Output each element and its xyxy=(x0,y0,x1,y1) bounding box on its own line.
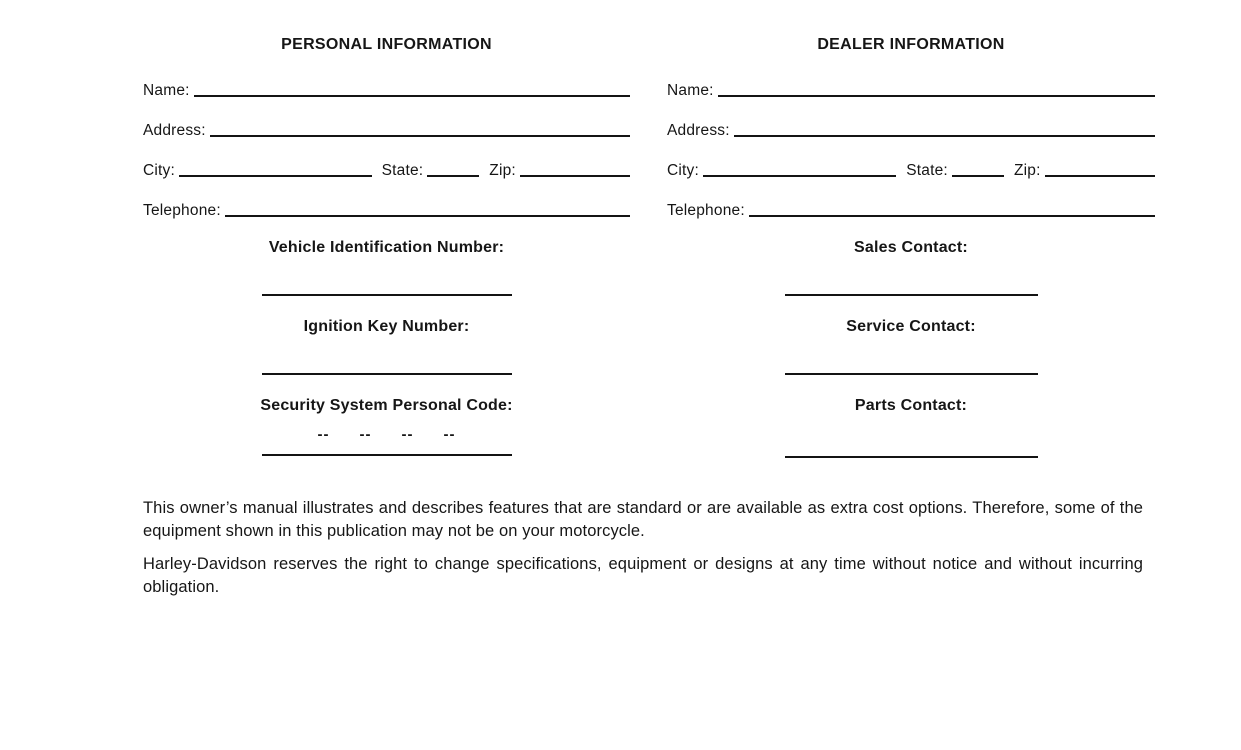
parts-contact-field xyxy=(667,396,1155,458)
dealer-name-blank-line xyxy=(718,81,1155,97)
dealer-info-title: DEALER INFORMATION xyxy=(817,36,1005,53)
personal-city-blank-line xyxy=(179,161,372,177)
security-code-dash: -- xyxy=(359,426,372,443)
personal-state-label: State: xyxy=(381,162,424,179)
vin-blank-line xyxy=(262,294,512,296)
personal-field-rows xyxy=(143,60,630,220)
sales-contact-label: Sales Contact: xyxy=(854,239,968,256)
personal-name-field-row xyxy=(143,60,630,100)
dealer-state-label: State: xyxy=(906,162,948,179)
vin-label: Vehicle Identification Number: xyxy=(268,239,505,256)
security-code-dash: -- xyxy=(443,426,456,443)
security-code-dash-separators xyxy=(143,428,630,442)
dealer-city-blank-line xyxy=(703,161,896,177)
dealer-zip-blank-line xyxy=(1045,161,1155,177)
security-code-field xyxy=(143,396,630,456)
security-code-blank-line xyxy=(262,454,512,456)
personal-city-state-zip-row xyxy=(143,140,630,180)
parts-contact-blank-line xyxy=(785,456,1038,458)
personal-address-label: Address: xyxy=(143,122,206,139)
dealer-state-blank-line xyxy=(952,161,1004,177)
service-contact-field xyxy=(667,317,1155,375)
security-code-label: Security System Personal Code: xyxy=(260,397,513,414)
dealer-telephone-label: Telephone: xyxy=(667,202,745,219)
vin-field xyxy=(143,238,630,296)
service-contact-blank-line xyxy=(785,373,1038,375)
dealer-telephone-field-row xyxy=(667,180,1155,220)
security-code-dash: -- xyxy=(401,426,414,443)
personal-telephone-field-row xyxy=(143,180,630,220)
dealer-address-blank-line xyxy=(734,121,1155,137)
footer-notes xyxy=(143,497,1143,599)
ignition-key-blank-line xyxy=(262,373,512,375)
dealer-name-label: Name: xyxy=(667,82,714,99)
personal-zip-blank-line xyxy=(520,161,630,177)
personal-info-section xyxy=(143,36,630,456)
dealer-zip-label: Zip: xyxy=(1013,162,1041,179)
dealer-city-state-zip-row xyxy=(667,140,1155,180)
personal-name-label: Name: xyxy=(143,82,190,99)
security-code-dash: -- xyxy=(317,426,330,443)
dealer-address-label: Address: xyxy=(667,122,730,139)
specifications-change-paragraph: Harley-Davidson reserves the right to change specifications, equipment or designs at any time without notice and without incurring obligation. xyxy=(143,555,1143,596)
sales-contact-field xyxy=(667,238,1155,296)
personal-zip-label: Zip: xyxy=(489,162,516,179)
ignition-key-field xyxy=(143,317,630,375)
dealer-name-field-row xyxy=(667,60,1155,100)
sales-contact-blank-line xyxy=(785,294,1038,296)
parts-contact-label: Parts Contact: xyxy=(854,397,968,414)
personal-state-blank-line xyxy=(427,161,479,177)
personal-address-blank-line xyxy=(210,121,630,137)
dealer-telephone-blank-line xyxy=(749,201,1155,217)
dealer-address-field-row xyxy=(667,100,1155,140)
dealer-field-rows xyxy=(667,60,1155,220)
personal-telephone-blank-line xyxy=(225,201,630,217)
personal-address-field-row xyxy=(143,100,630,140)
personal-city-label: City: xyxy=(143,162,175,179)
personal-info-title: PERSONAL INFORMATION xyxy=(281,36,492,53)
dealer-city-label: City: xyxy=(667,162,699,179)
service-contact-label: Service Contact: xyxy=(846,318,976,335)
dealer-info-section xyxy=(667,36,1155,458)
equipment-disclaimer-paragraph: This owner’s manual illustrates and describes features that are standard or are available as extra cost options. Therefore, some of the equipment shown in this publication may not be on your motorcycle. xyxy=(143,499,1143,540)
personal-name-blank-line xyxy=(194,81,630,97)
personal-telephone-label: Telephone: xyxy=(143,202,221,219)
ignition-key-label: Ignition Key Number: xyxy=(303,318,470,335)
